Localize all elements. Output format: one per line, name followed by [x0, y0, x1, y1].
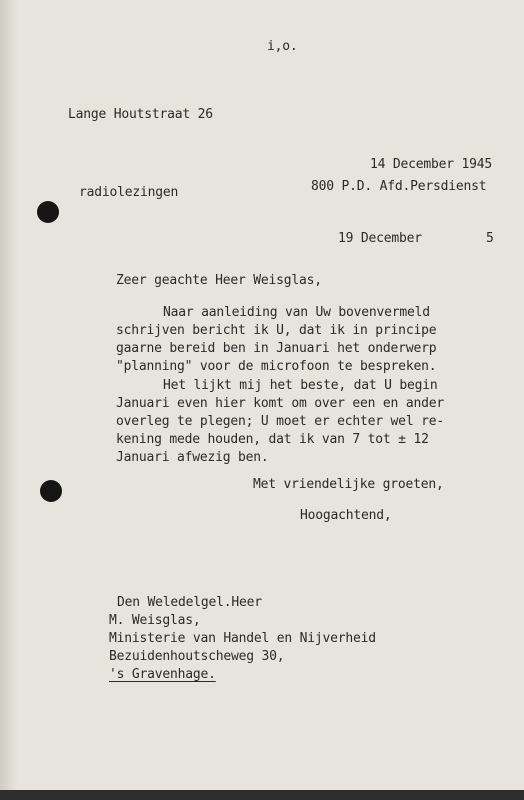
addressee-line: Ministerie van Handel en Nijverheid [109, 631, 376, 646]
ref-mark: i,o. [267, 39, 298, 54]
date-reply-num: 5 [486, 231, 494, 246]
paragraph-2-line: Januari afwezig ben. [116, 450, 269, 465]
salutation: Zeer geachte Heer Weisglas, [116, 273, 322, 288]
date-received: 14 December 1945 [370, 157, 493, 172]
sender-address: Lange Houtstraat 26 [68, 107, 213, 122]
page-bottom-edge [0, 790, 524, 800]
closing-greeting: Met vriendelijke groeten, [253, 477, 444, 492]
page-left-edge [0, 0, 18, 800]
punch-hole-bottom [40, 480, 62, 502]
reference-line: 800 P.D. Afd.Persdienst [311, 179, 487, 194]
paragraph-2-line: overleg te plegen; U moet er echter wel re- [116, 414, 444, 429]
punch-hole-top [37, 201, 59, 223]
paragraph-1-line: gaarne bereid ben in Januari het onderwerp [116, 341, 437, 356]
paragraph-2-line: kening mede houden, dat ik van 7 tot ± 12 [116, 432, 429, 447]
paragraph-2-line: Het lijkt mij het beste, dat U begin [163, 378, 438, 393]
addressee-line: Bezuidenhoutscheweg 30, [109, 649, 285, 664]
addressee-line: M. Weisglas, [109, 613, 201, 628]
addressee-line: Den Weledelgel.Heer [117, 595, 262, 610]
paragraph-2-line: Januari even hier komt om over een en ander [116, 396, 444, 411]
paragraph-1-line: schrijven bericht ik U, dat ik in principe [116, 323, 437, 338]
paragraph-1-line: Naar aanleiding van Uw bovenvermeld [163, 305, 430, 320]
addressee-city: 's Gravenhage. [109, 667, 216, 682]
closing-regards: Hoogachtend, [300, 508, 392, 523]
date-reply: 19 December [338, 231, 422, 246]
paragraph-1-line: "planning" voor de microfoon te bespreken. [116, 359, 437, 374]
subject-line: radiolezingen [79, 185, 179, 200]
